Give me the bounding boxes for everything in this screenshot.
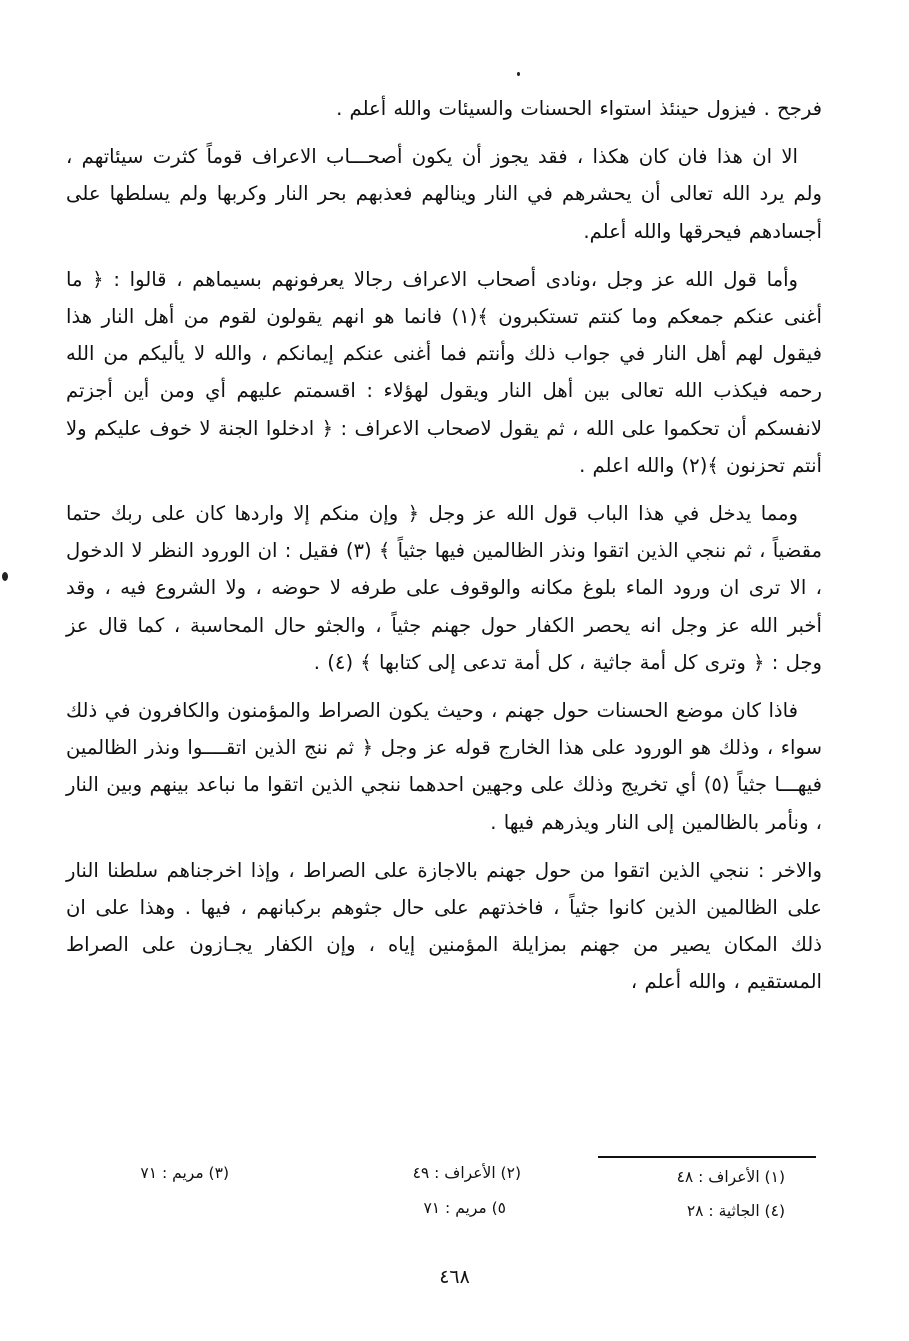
page-number: ٤٦٨ [439,1266,470,1288]
margin-mark [2,572,8,581]
paragraph-1: فرجح . فيزول حينئذ استواء الحسنات والسيئات والله أعلم . [336,97,822,120]
footnote-2: (٢) الأعراف : ٤٩ [412,1164,521,1182]
footnote-5: ٥) مريم : ٧١ [423,1199,506,1217]
paragraph-2: الا ان هذا فان كان هكذا ، فقد يجوز أن يكون أصحـــاب الاعراف قوماً كثرت سيئاتهم ، ولم يرد الله تعالى أن يحشرهم في النار وينالهم فعذبهم بحر النار وكربها ولم يسلطها على أجسادهم فيحرقها والله أعلم. [66,145,822,243]
footnote-separator [598,1156,816,1158]
paragraph-5: فاذا كان موضع الحسنات حول جهنم ، وحيث يكون الصراط والمؤمنون والكافرون في ذلك سواء ، وذلك هو الورود على هذا الخارج قوله عز وجل ﴿ ثم ننج الذين اتقــــوا ونذر الظالمين فيهـــا جثياً (٥) أي تخريج وذلك على وجهين احدهما ننجي الذين اتقوا ما نباعد بينهم وبين النار ، ونأمر بالظالمين إلى النار ويذرهم فيها . [66,699,823,834]
body-text [66,90,822,1001]
ink-speck [517,72,520,76]
footnote-3: (٣) مريم : ٧١ [140,1164,229,1182]
footnote-4: (٤) الجاثية : ٢٨ [686,1202,785,1220]
paragraph-4: ومما يدخل في هذا الباب قول الله عز وجل ﴿ وإن منكم إلا واردها كان على ربك حتما مقضياً ، ثم ننجي الذين اتقوا ونذر الظالمين فيها جثياً ﴾ (٣) فقيل : ان الورود النظر لا الدخول ، الا ترى ان ورود الماء بلوغ مكانه والوقوف على طرفه لا حوضه ، ولا الشروع فيه ، وقد أخبر الله عز وجل انه يحصر الكفار حول جهنم جثياً ، والجثو حال المحاسبة ، كما قال عز وجل : ﴿ وترى كل أمة جاثية ، كل أمة تدعى إلى كتابها ﴾ (٤) . [66,502,822,674]
footnote-1: (١) الأعراف : ٤٨ [676,1168,785,1186]
paragraph-6: والاخر : ننجي الذين اتقوا من حول جهنم بالاجازة على الصراط ، وإذا اخرجناهم سلطنا النار على الظالمين الذين كانوا جثياً ، فاخذتهم على حال جثوهم بركبانهم ، فيها . وهذا على ان ذلك المكان يصير من جهنم بمزايلة المؤمنين إياه ، وإن الكفار يجـازون على الصراط المستقيم ، والله أعلم ، [66,858,822,994]
paragraph-3: وأما قول الله عز وجل ،ونادى أصحاب الاعراف رجالا يعرفونهم بسيماهم ، قالوا : ﴿ ما أغنى عنكم جمعكم وما كنتم تستكبرون ﴾(١) فانما هو انهم يقولون لقوم من أهل النار هذا فيقول لهم أهل النار في جواب ذلك وأنتم فما أغنى عنكم إيمانكم ، والله لا يأليكم من الله رحمه فيكذب الله تعالى بين أهل النار ويقول لهؤلاء : اقسمتم عليهم أي ومن أين أجزتم لانفسكم أن تحكموا على الله ، ثم يقول لاصحاب الاعراف : ﴿ ادخلوا الجنة لا خوف عليكم ولا أنتم تحزنون ﴾(٢) والله اعلم . [66,267,822,477]
